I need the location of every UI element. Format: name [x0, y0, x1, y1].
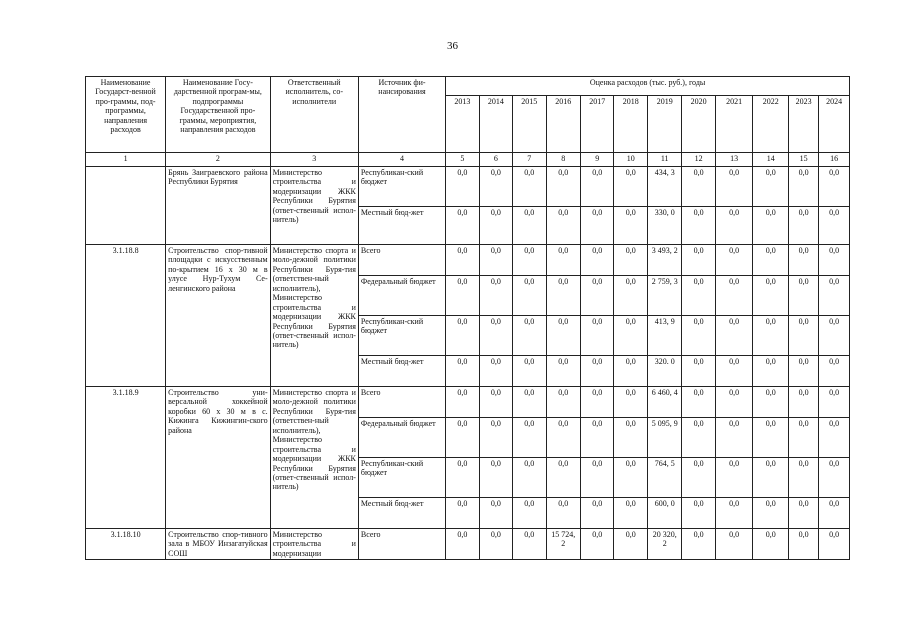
column-number: 15 [788, 153, 818, 167]
row-value: 0,0 [819, 276, 850, 316]
row-value: 0,0 [446, 207, 479, 245]
year-header: 2017 [581, 96, 614, 153]
column-number: 7 [513, 153, 546, 167]
row-value: 0,0 [581, 316, 614, 356]
row-value: 600, 0 [647, 498, 681, 529]
column-number: 10 [614, 153, 647, 167]
row-value: 0,0 [446, 529, 479, 560]
row-value: 0,0 [479, 418, 512, 458]
row-executor: Министерство спорта и моло-дежной политики Республики Буря-тия (ответствен-ный исполнитель), Министерство строительства и модернизации ЖКК Республики Бурятия (ответ-ственный испол-нитель) [270, 245, 358, 387]
column-number: 11 [647, 153, 681, 167]
row-value: 0,0 [446, 245, 479, 276]
row-funding-source: Всего [358, 387, 445, 418]
row-value: 0,0 [513, 498, 546, 529]
row-code: 3.1.18.9 [86, 387, 166, 529]
row-value: 330, 0 [647, 207, 681, 245]
row-value: 5 095, 9 [647, 418, 681, 458]
row-value: 0,0 [479, 276, 512, 316]
budget-table [85, 76, 850, 560]
row-value: 0,0 [513, 245, 546, 276]
column-number: 14 [753, 153, 789, 167]
row-value: 3 493, 2 [647, 245, 681, 276]
row-value: 413, 9 [647, 316, 681, 356]
year-header: 2015 [513, 96, 546, 153]
row-value: 0,0 [788, 245, 818, 276]
row-value: 0,0 [753, 529, 789, 560]
row-value: 0,0 [614, 316, 647, 356]
row-value: 0,0 [614, 276, 647, 316]
row-value: 0,0 [715, 276, 753, 316]
row-value: 0,0 [788, 356, 818, 387]
row-value: 0,0 [819, 458, 850, 498]
row-executor: Министерство строительства и модернизации [270, 529, 358, 560]
row-value: 0,0 [614, 418, 647, 458]
row-value: 0,0 [788, 316, 818, 356]
row-value: 0,0 [715, 316, 753, 356]
row-value: 0,0 [614, 387, 647, 418]
header-activity: Наименование Госу-дарственной програм-мы, подпрограммы Государственной про-граммы, мероприятия, направления расходов [166, 77, 270, 153]
row-value: 0,0 [753, 498, 789, 529]
row-value: 0,0 [513, 418, 546, 458]
row-value: 0,0 [715, 167, 753, 207]
row-funding-source: Местный бюд-жет [358, 498, 445, 529]
row-value: 0,0 [715, 529, 753, 560]
row-value: 0,0 [819, 529, 850, 560]
row-value: 0,0 [581, 418, 614, 458]
row-value: 0,0 [788, 529, 818, 560]
row-value: 0,0 [753, 276, 789, 316]
row-value: 0,0 [513, 276, 546, 316]
row-activity-name: Брянь Заиграевского района Республики Бурятия [166, 167, 270, 245]
row-value: 0,0 [753, 245, 789, 276]
table-row [86, 529, 850, 560]
column-number: 13 [715, 153, 753, 167]
row-value: 0,0 [513, 207, 546, 245]
column-number: 16 [819, 153, 850, 167]
header-executor: Ответственный исполнитель, со-исполнители [270, 77, 358, 153]
row-value: 0,0 [446, 498, 479, 529]
row-value: 15 724, 2 [546, 529, 580, 560]
row-value: 0,0 [682, 356, 715, 387]
table-header [86, 77, 850, 167]
row-value: 0,0 [788, 167, 818, 207]
row-value: 0,0 [479, 316, 512, 356]
row-value: 0,0 [546, 387, 580, 418]
row-activity-name: Строительство спор-тивного зала в МБОУ Инзагатуйская СОШ [166, 529, 270, 560]
row-value: 0,0 [446, 276, 479, 316]
row-value: 0,0 [715, 387, 753, 418]
row-value: 0,0 [753, 207, 789, 245]
year-header: 2024 [819, 96, 850, 153]
row-value: 0,0 [581, 387, 614, 418]
row-activity-name: Строительство уни-версальной хоккейной коробки 60 х 30 м в с. Кижинга Кижингин-ского района [166, 387, 270, 529]
row-code: 3.1.18.8 [86, 245, 166, 387]
column-number: 5 [446, 153, 479, 167]
row-value: 0,0 [788, 276, 818, 316]
year-header: 2020 [682, 96, 715, 153]
row-value: 0,0 [513, 356, 546, 387]
row-value: 2 759, 3 [647, 276, 681, 316]
row-value: 0,0 [446, 356, 479, 387]
row-value: 0,0 [581, 458, 614, 498]
year-header: 2018 [614, 96, 647, 153]
row-value: 0,0 [546, 498, 580, 529]
column-number: 4 [358, 153, 445, 167]
row-value: 0,0 [753, 458, 789, 498]
row-value: 0,0 [513, 316, 546, 356]
row-value: 0,0 [446, 387, 479, 418]
row-value: 0,0 [479, 356, 512, 387]
row-value: 0,0 [682, 207, 715, 245]
row-value: 0,0 [715, 458, 753, 498]
row-value: 0,0 [614, 458, 647, 498]
row-value: 0,0 [753, 418, 789, 458]
year-header: 2014 [479, 96, 512, 153]
row-value: 0,0 [682, 276, 715, 316]
row-value: 0,0 [581, 356, 614, 387]
row-value: 0,0 [819, 167, 850, 207]
row-value: 0,0 [715, 418, 753, 458]
row-value: 0,0 [788, 207, 818, 245]
row-value: 0,0 [682, 316, 715, 356]
row-value: 0,0 [446, 458, 479, 498]
row-value: 0,0 [546, 458, 580, 498]
row-value: 20 320, 2 [647, 529, 681, 560]
row-value: 0,0 [513, 529, 546, 560]
row-funding-source: Федеральный бюджет [358, 418, 445, 458]
row-funding-source: Местный бюд-жет [358, 356, 445, 387]
row-value: 0,0 [446, 418, 479, 458]
row-value: 0,0 [715, 356, 753, 387]
row-value: 0,0 [479, 387, 512, 418]
row-value: 0,0 [546, 207, 580, 245]
row-value: 0,0 [614, 529, 647, 560]
row-value: 0,0 [819, 356, 850, 387]
row-value: 0,0 [614, 498, 647, 529]
row-value: 0,0 [479, 498, 512, 529]
row-value: 0,0 [581, 498, 614, 529]
row-value: 0,0 [753, 356, 789, 387]
row-value: 0,0 [819, 418, 850, 458]
row-value: 0,0 [546, 418, 580, 458]
row-value: 0,0 [788, 458, 818, 498]
row-value: 0,0 [513, 167, 546, 207]
row-value: 0,0 [581, 207, 614, 245]
row-value: 0,0 [682, 418, 715, 458]
row-activity-name: Строительство спор-тивной площадки с искусственным по-крытием 16 х 30 м в улусе Нур-Тухум Се-ленгинского района [166, 245, 270, 387]
header-estimate: Оценка расходов (тыс. руб.), годы [446, 77, 850, 96]
row-value: 0,0 [446, 167, 479, 207]
row-value: 320. 0 [647, 356, 681, 387]
row-value: 0,0 [819, 498, 850, 529]
row-executor: Министерство строительства и модернизации ЖКК Республики Бурятия (ответ-ственный испол-нитель) [270, 167, 358, 245]
row-value: 0,0 [788, 418, 818, 458]
row-value: 0,0 [819, 207, 850, 245]
row-value: 0,0 [546, 167, 580, 207]
row-value: 0,0 [682, 498, 715, 529]
row-value: 0,0 [682, 458, 715, 498]
row-value: 0,0 [446, 316, 479, 356]
row-value: 0,0 [581, 245, 614, 276]
row-funding-source: Республикан-ский бюджет [358, 167, 445, 207]
row-value: 0,0 [614, 167, 647, 207]
row-value: 0,0 [715, 245, 753, 276]
header-program: Наименование Государст-венной про-граммы, под-программы, направления расходов [86, 77, 166, 153]
row-value: 764, 5 [647, 458, 681, 498]
row-value: 0,0 [546, 356, 580, 387]
row-value: 0,0 [753, 167, 789, 207]
row-value: 0,0 [682, 167, 715, 207]
header-source: Источник фи-нансирования [358, 77, 445, 153]
table-row [86, 167, 850, 207]
row-value: 0,0 [682, 387, 715, 418]
column-number-row [86, 153, 850, 167]
row-value: 0,0 [788, 387, 818, 418]
column-number: 3 [270, 153, 358, 167]
year-header: 2013 [446, 96, 479, 153]
column-number: 2 [166, 153, 270, 167]
row-value: 0,0 [715, 207, 753, 245]
row-value: 0,0 [581, 167, 614, 207]
row-funding-source: Всего [358, 245, 445, 276]
row-value: 0,0 [715, 498, 753, 529]
page-number: 36 [447, 40, 458, 52]
row-value: 0,0 [479, 458, 512, 498]
row-value: 0,0 [819, 245, 850, 276]
year-header: 2021 [715, 96, 753, 153]
row-value: 0,0 [513, 458, 546, 498]
row-value: 0,0 [753, 316, 789, 356]
row-value: 0,0 [614, 245, 647, 276]
table-row [86, 245, 850, 276]
row-funding-source: Республикан-ский бюджет [358, 458, 445, 498]
row-value: 0,0 [819, 316, 850, 356]
row-value: 0,0 [581, 276, 614, 316]
row-value: 0,0 [479, 207, 512, 245]
row-value: 0,0 [581, 529, 614, 560]
column-number: 1 [86, 153, 166, 167]
year-header: 2022 [753, 96, 789, 153]
row-executor: Министерство спорта и моло-дежной политики Республики Буря-тия (ответствен-ный исполнитель), Министерство строительства и модернизации ЖКК Республики Бурятия (ответ-ственный испол-нитель) [270, 387, 358, 529]
row-value: 0,0 [479, 167, 512, 207]
column-number: 6 [479, 153, 512, 167]
column-number: 12 [682, 153, 715, 167]
table-body [86, 167, 850, 560]
row-value: 434, 3 [647, 167, 681, 207]
row-value: 0,0 [546, 245, 580, 276]
row-value: 0,0 [819, 387, 850, 418]
row-value: 0,0 [546, 316, 580, 356]
row-value: 0,0 [479, 529, 512, 560]
row-funding-source: Федеральный бюджет [358, 276, 445, 316]
row-value: 6 460, 4 [647, 387, 681, 418]
row-value: 0,0 [682, 529, 715, 560]
column-number: 8 [546, 153, 580, 167]
row-value: 0,0 [479, 245, 512, 276]
year-header: 2016 [546, 96, 580, 153]
row-value: 0,0 [788, 498, 818, 529]
row-code [86, 167, 166, 245]
row-value: 0,0 [546, 276, 580, 316]
row-funding-source: Республикан-ский бюджет [358, 316, 445, 356]
row-value: 0,0 [614, 207, 647, 245]
year-header: 2023 [788, 96, 818, 153]
row-funding-source: Всего [358, 529, 445, 560]
column-number: 9 [581, 153, 614, 167]
row-value: 0,0 [614, 356, 647, 387]
row-funding-source: Местный бюд-жет [358, 207, 445, 245]
row-code: 3.1.18.10 [86, 529, 166, 560]
row-value: 0,0 [682, 245, 715, 276]
row-value: 0,0 [513, 387, 546, 418]
table-row [86, 387, 850, 418]
row-value: 0,0 [753, 387, 789, 418]
year-header: 2019 [647, 96, 681, 153]
